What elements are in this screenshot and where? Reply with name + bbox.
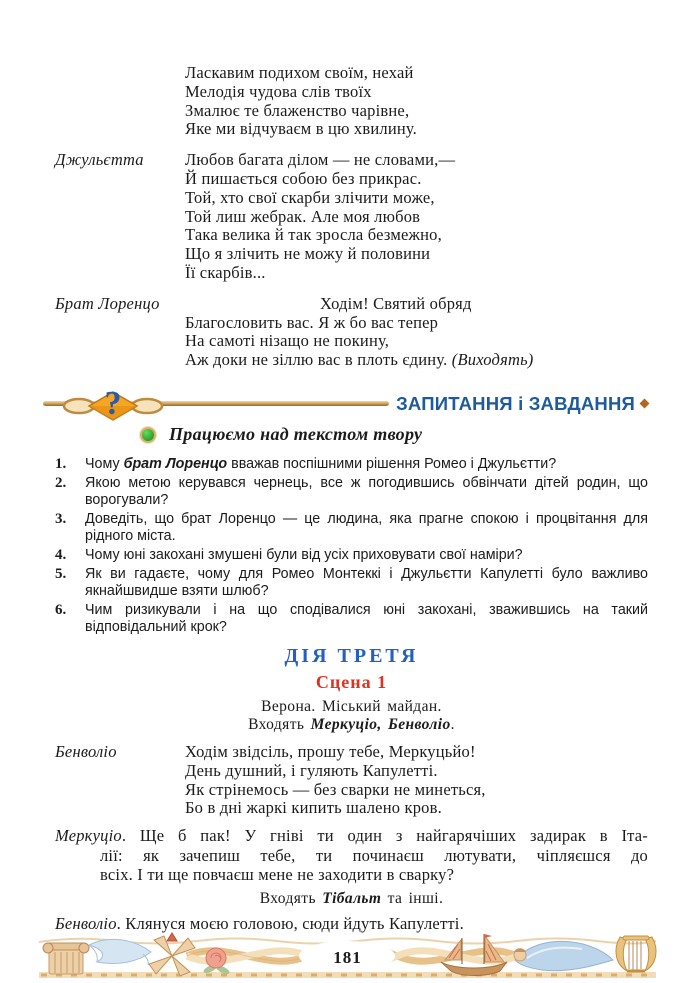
- stage-entrance: Входять Тібальт та інші.: [259, 889, 444, 907]
- stage-direction: (Виходять): [451, 350, 534, 370]
- verse-line: День душний, і гуляють Капулетті.: [185, 760, 438, 780]
- verse-line: Яке ми відчуваєм в цю хвилину.: [185, 119, 418, 139]
- question-number: 2.: [55, 474, 67, 491]
- verse-line: Ласкавим подихом своїм, нехай: [185, 63, 414, 82]
- speech-benvolio: [55, 743, 648, 818]
- question-item: [55, 511, 648, 545]
- questions-banner-title: ЗАПИТАННЯ і ЗАВДАННЯ: [396, 392, 635, 414]
- worksection-heading: [140, 423, 648, 447]
- speech-juliet: [55, 151, 648, 283]
- verse-continuation: [185, 64, 648, 139]
- prose-line: лії: як зачепиш тебе, ти починаєш лютувати, чіпляєшся до: [100, 845, 648, 865]
- questions-banner: [43, 384, 648, 422]
- verse-line: На самоті нізащо не покину,: [185, 331, 390, 351]
- speaker-name: Бенволіо: [55, 913, 117, 933]
- question-number: 1.: [55, 455, 67, 472]
- question-text: Чому юні закохані змушені були від усіх приховувати свої наміри?: [85, 546, 523, 563]
- act-title: ДІЯ ТРЕТЯ: [284, 644, 419, 667]
- speaker-name: Меркуціо: [55, 826, 122, 846]
- prose-line: Меркуціо. Ще б пак! У гніві ти один з найгарячіших задирак в Іта-: [55, 826, 648, 846]
- verse-line: Її скарбів...: [185, 262, 266, 282]
- verse-line: Що я злічить не можу й половини: [185, 244, 431, 264]
- speech-mercutio: [55, 826, 648, 885]
- page-number: 181: [333, 948, 362, 967]
- verse-line: Благословить вас. Я ж бо вас тепер: [185, 312, 439, 332]
- stage-entrance: Входять Меркуціо, Бенволіо.: [248, 715, 455, 733]
- question-number: 5.: [55, 565, 67, 582]
- verse-line: Змалює те блаженство чарівне,: [185, 100, 410, 120]
- question-item: [55, 456, 648, 473]
- question-text: Чому брат Лоренцо вважав поспішними рішення Ромео і Джульєтти?: [85, 455, 557, 472]
- verse-line: Ходім звідсіль, прошу тебе, Меркуцьйо!: [185, 741, 476, 761]
- speaker-name: Брат Лоренцо: [55, 293, 160, 313]
- green-bullet-icon: [140, 427, 156, 443]
- prose-line: всіх. І ти ще повчаєш мене не заходити в сварку?: [100, 865, 455, 885]
- stage-setting: Верона. Міський майдан.: [261, 697, 442, 715]
- character-name: Тібальт: [322, 889, 382, 907]
- verse-line: Аж доки не зіллю вас в плоть єдину. (Виходять): [185, 350, 534, 370]
- character-name: Меркуціо, Бенволіо: [310, 715, 451, 733]
- worksection-title: Працюємо над текстом твору: [169, 424, 423, 445]
- speech-lorenzo: [55, 295, 648, 370]
- speaker-name: Бенволіо: [55, 741, 117, 761]
- scene-title: Сцена 1: [315, 671, 388, 692]
- speaker-name: Джульєтта: [55, 150, 144, 170]
- verse-line: Ходім! Святий обряд: [320, 293, 472, 313]
- question-mark-ornament-icon: [61, 381, 165, 427]
- verse-line: Як стрінемось — без сварки не минеться,: [185, 779, 486, 799]
- question-item: [55, 566, 648, 600]
- question-number: 4.: [55, 546, 67, 563]
- speech-benvolio-2: Бенволіо. Клянуся моєю головою, сюди йдуть Капулетті.: [55, 913, 464, 933]
- question-text: Як ви гадаєте, чому для Ромео Монтеккі і Джульєтти Капулетті було важливо якнайшвидше взяти шлюб?: [85, 565, 648, 599]
- question-item: [55, 547, 648, 564]
- verse-line: Мелодія чудова слів твоїх: [185, 81, 372, 101]
- question-item: [55, 475, 648, 509]
- question-text: Чим ризикували і на що сподівалися юні закохані, зважившись на такий відповідальний крок?: [85, 601, 648, 635]
- diamond-bullet-icon: [640, 399, 650, 409]
- verse-line: Й пишається собою без прикрас.: [185, 168, 422, 188]
- questions-list: [55, 456, 648, 636]
- verse-line: Така велика й так зросла безмежно,: [185, 225, 442, 245]
- question-number: 6.: [55, 601, 67, 618]
- question-text: Доведіть, що брат Лоренцо — це людина, яка прагне спокою і процвітання для рідного міста.: [85, 510, 648, 544]
- svg-text:?: ?: [104, 384, 122, 422]
- verse-line: Бо в дні жаркі кипить шалено кров.: [185, 798, 442, 818]
- question-text: Якою метою керувався чернець, все ж погодившись обвінчати дітей родин, що ворогували?: [85, 474, 648, 508]
- question-item: [55, 602, 648, 636]
- question-number: 3.: [55, 510, 67, 527]
- verse-line: Той, хто свої скарби злічити може,: [185, 187, 435, 207]
- page-content: [55, 0, 648, 933]
- verse-line: Любов багата ділом — не словами,—: [185, 150, 456, 170]
- verse-line: Той лиш жебрак. Але моя любов: [185, 206, 421, 226]
